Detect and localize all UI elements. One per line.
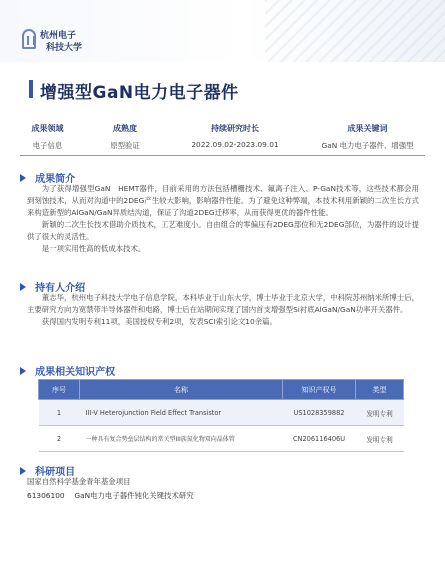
triangle-bullet-icon [20, 367, 26, 375]
section-ip-heading [20, 360, 115, 379]
cell-name: 一种具有复合势垒层结构的常关型III族氮化物双向晶体管 [80, 426, 283, 452]
logo-text-line1: 杭州电子 [40, 31, 77, 41]
section-summary-title: 成果简介 [35, 174, 76, 185]
meta-maturity [95, 123, 155, 151]
logo-text-line2: 科技大学 [46, 43, 83, 53]
cell-name: III-V Heterojunction Field Effect Transistor [80, 400, 283, 426]
cell-id: US1028359882 [283, 400, 356, 426]
owner-text [27, 292, 419, 328]
triangle-bullet-icon [20, 283, 26, 291]
project-number-and-title: 61306100 GaN电力电子器件钝化关键技术研究 [27, 491, 194, 500]
meta-divider [20, 155, 425, 156]
section-project-title: 科研项目 [35, 467, 76, 478]
owner-paragraph: 获得国内发明专利11项，美国授权专利2项，发表SCI索引论文10余篇。 [41, 317, 277, 326]
meta-duration-label: 持续研究时长 [211, 124, 259, 133]
cell-type: 发明专利 [356, 400, 404, 426]
section-ip-title: 成果相关知识产权 [35, 367, 116, 378]
column-header-no: 序号 [39, 380, 80, 400]
triangle-bullet-icon [20, 467, 26, 475]
meta-field [20, 123, 75, 151]
meta-duration [170, 123, 300, 149]
column-header-name: 名称 [80, 380, 283, 400]
table-row [39, 426, 404, 452]
meta-maturity-value: 原型验证 [110, 141, 140, 150]
cell-no: 1 [39, 400, 80, 426]
meta-field-label: 成果领域 [31, 124, 64, 133]
project-text [27, 475, 419, 503]
page-title: 增强型GaN电力电子器件 [40, 83, 239, 103]
cell-id: CN206116406U [283, 426, 356, 452]
meta-keywords-value: GaN 电力电子器件、增强型 [321, 141, 414, 150]
meta-field-value: 电子信息 [32, 141, 63, 150]
summary-text [27, 183, 419, 255]
meta-info [20, 118, 425, 156]
column-header-type: 类型 [356, 380, 404, 400]
meta-keywords-label: 成果关键词 [347, 124, 388, 133]
owner-paragraph: 董志华，杭州电子科技大学电子信息学院，本科毕业于山东大学，博士毕业于北京大学，中科院苏州纳米所博士后，主要研究方向为宽禁带半导体器件和电路，博士后在站期间实现了国内首支增强型Si衬底AlGaN/GaN功率开关器件。 [27, 293, 419, 314]
table-row [39, 400, 404, 426]
summary-paragraph: 为了获得增强型GaN HEMT器件，目前采用的方法包括槽栅技术、氟离子注入、P-GaN技术等，这些技术都会用到刻蚀技术，从而对沟道中的2DEG产生较大影响，影响器件性能。为了避免这种弊端，本技术利用新颖的二次生长方式来构造新型的AlGaN/GaN异质结沟道，保证了沟道2DEG迁移率，从而获得更优的器件性能。 [27, 184, 419, 217]
table-header-row [39, 380, 404, 400]
project-funding: 国家自然科学基金青年基金项目 [27, 477, 131, 486]
meta-duration-value: 2022.09.02-2023.09.01 [191, 140, 279, 149]
summary-paragraph: 是一项实用性高的低成本技术。 [41, 244, 146, 253]
meta-maturity-label: 成熟度 [113, 124, 137, 133]
title-accent-bar [29, 80, 33, 98]
cell-type: 发明专利 [356, 426, 404, 452]
meta-keywords [310, 123, 425, 151]
section-owner-title: 持有人介绍 [35, 283, 86, 294]
cell-no: 2 [39, 426, 80, 452]
triangle-bullet-icon [20, 174, 26, 182]
ip-table [38, 379, 404, 452]
university-logo [22, 28, 92, 54]
column-header-id: 知识产权号 [283, 380, 356, 400]
university-emblem-icon [22, 29, 36, 49]
summary-paragraph: 新颖的二次生长技术借助介质技术，工艺难度小。自由组合的零偏压有2DEG部位和无2DEG部位，为器件的设计提供了很大的灵活性。 [27, 220, 419, 241]
